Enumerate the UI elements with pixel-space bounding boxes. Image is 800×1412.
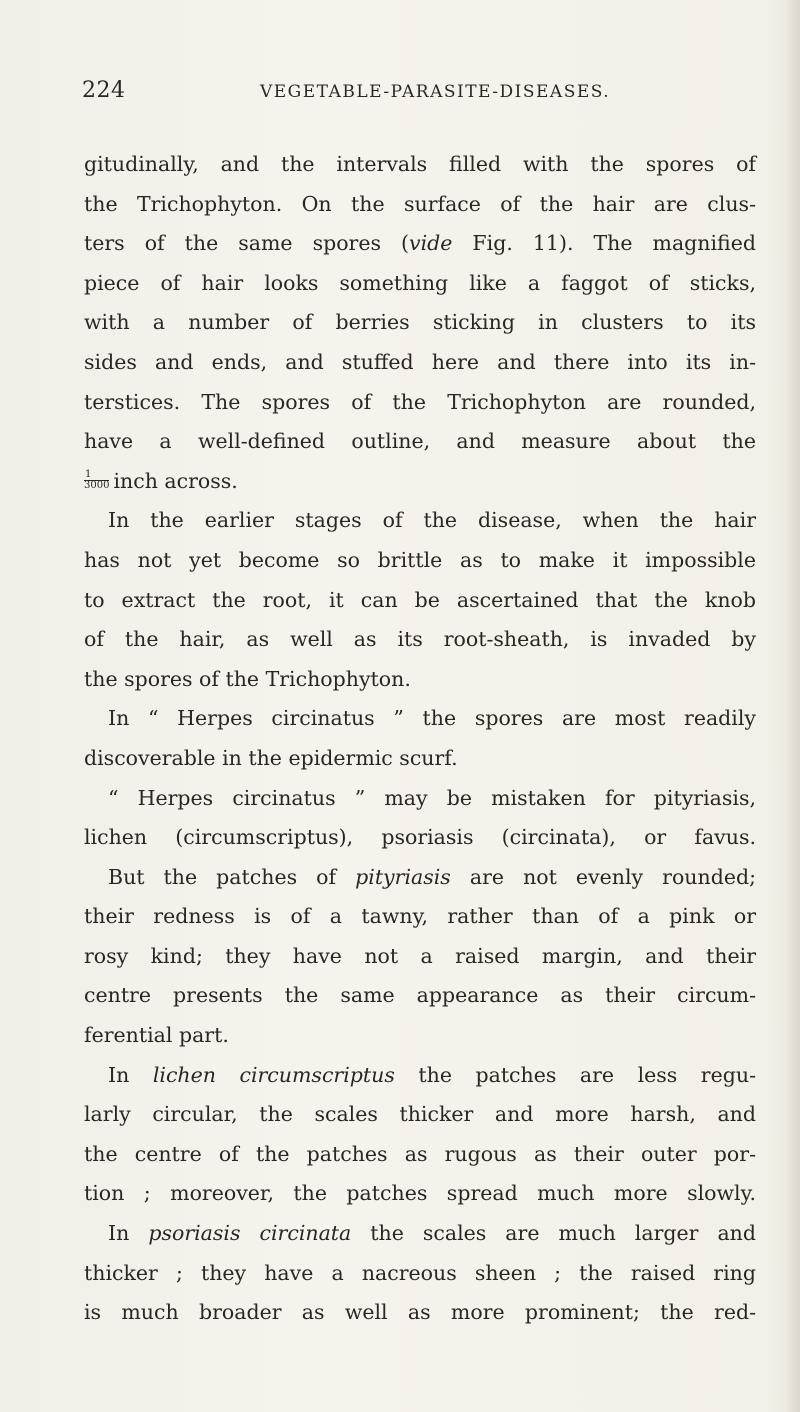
text-line: In psoriasis circinata the scales are much larger and	[108, 1221, 757, 1246]
italic-term: lichen circumscriptus	[152, 1062, 395, 1087]
text-line: But the patches of pityriasis are not evenly rounded;	[108, 864, 756, 889]
text-line: is much broader as well as more prominent; the red-	[84, 1300, 756, 1325]
text-line: larly circular, the scales thicker and more harsh, and	[84, 1102, 756, 1127]
text-line: terstices. The spores of the Trichophyton are rounded,	[84, 389, 756, 414]
text-line: discoverable in the epidermic scurf.	[84, 745, 458, 770]
fraction: $\frac{1}{3000}$	[84, 468, 110, 491]
page-number: 224	[82, 78, 126, 103]
text-line: their redness is of a tawny, rather than of a pink or	[84, 904, 756, 929]
text-line: rosy kind; they have not a raised margin, and their	[84, 943, 756, 968]
text-line: In the earlier stages of the disease, when the hair	[108, 508, 756, 533]
text-line: ters of the same spores (vide Fig. 11). The magnified	[84, 231, 756, 256]
text-line: $\frac{1}{3000}$ inch across.	[84, 468, 238, 493]
page-header	[82, 78, 722, 108]
text-line: have a well-defined outline, and measure about the	[84, 429, 756, 454]
text-line: the Trichophyton. On the surface of the hair are clus-	[84, 191, 756, 216]
text-line: with a number of berries sticking in clusters to its	[84, 310, 756, 335]
italic-term: psoriasis circinata	[148, 1221, 352, 1246]
text-line: piece of hair looks something like a faggot of sticks,	[84, 270, 756, 295]
body-text	[84, 145, 756, 1333]
text-line: sides and ends, and stuffed here and there into its in-	[84, 349, 756, 374]
text-line: has not yet become so brittle as to make it impossible	[84, 547, 756, 572]
text-line: In “ Herpes circinatus ” the spores are most readily	[108, 706, 756, 731]
text-line: In lichen circumscriptus the patches are less regu-	[108, 1062, 756, 1087]
text-line: ferential part.	[84, 1023, 229, 1048]
page-edge-shadow	[786, 0, 800, 1412]
text-line: of the hair, as well as its root-sheath, is invaded by	[84, 627, 756, 652]
text-line: to extract the root, it can be ascertained that the knob	[84, 587, 756, 612]
text-line: the centre of the patches as rugous as their outer por-	[84, 1141, 756, 1166]
text-line: “ Herpes circinatus ” may be mistaken for pityriasis,	[108, 785, 756, 810]
running-head: VEGETABLE-PARASITE-DISEASES.	[260, 82, 611, 102]
text-line: the spores of the Trichophyton.	[84, 666, 411, 691]
text-line: centre presents the same appearance as their circum-	[84, 983, 756, 1008]
italic-term: vide	[409, 231, 453, 256]
italic-term: pityriasis	[355, 864, 451, 889]
text-line: lichen (circumscriptus), psoriasis (circinata), or favus.	[84, 825, 756, 850]
text-line: gitudinally, and the intervals filled with the spores of	[84, 152, 756, 176]
text-line: tion ; moreover, the patches spread much more slowly.	[84, 1181, 756, 1206]
text-line: thicker ; they have a nacreous sheen ; the raised ring	[84, 1260, 756, 1285]
